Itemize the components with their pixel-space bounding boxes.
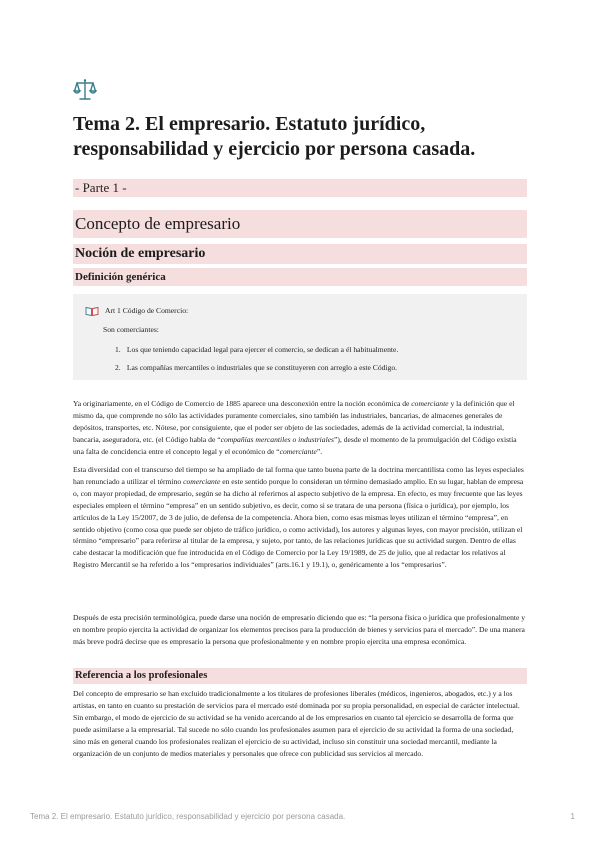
list-item: 1. Los que teniendo capacidad legal para ejercer el comercio, se dedican a él habitualmente.: [115, 345, 399, 354]
quote-box: [73, 294, 527, 380]
scales-icon: [73, 78, 97, 102]
list-item: 2. Las compañías mercantiles o industriales que se constituyeren con arreglo a este Código.: [115, 363, 398, 372]
paragraph-2: Esta diversidad con el transcurso del tiempo se ha ampliado de tal forma que tanto buena parte de la doctrina mercantilista como las leyes especiales han renunciado a utilizar el término comerciante en este sentido porque lo consideran un término demasiado amplio. En su lugar, hablan de empresa o, con mayor propiedad, de empresario, según se ha dicho al referirnos al aspecto subjetivo de la empresa. En efecto, es muy frecuente que las leyes especiales empleen el término “empresa” en un sentido subjetivo, es decir, como si se tratara de una persona (física o jurídica), por ejemplo, los artículos de la Ley 15/2007, de 3 de julio, de defensa de la competencia. Ahora bien, como esas mismas leyes utilizan el término “empresa”, en sentido objetivo (como cosa que puede ser objeto de tráfico jurídico, o como actividad), los autores y algunas leyes, con mayor precisión, utilizan el término “empresario” para referirse al titular de la empresa, y sujeto, por tanto, de las relaciones jurídicas que su actividad surgen. Dentro de ellas cabe destacar la modificación que fue introducida en el Código de Comercio por la Ley 19/1989, de 25 de julio, que al redactar los relativos al Registro Mercantil se ha referido a los “empresarios individuales” (arts.16.1 y 19.1), o, genéricamente a los “empresarios”.: [73, 465, 524, 570]
paragraph-3: Después de esta precisión terminológica, puede darse una noción de empresario diciendo que es: “la persona física o jurídica que profesionalmente y en nombre propio ejercita la actividad de organizar los elementos precisos para la producción de bienes y servicios para el mercado”. De una manera más breve podrá decirse que es empresario la persona que profesionalmente y en nombre propio ejercita una empresa económica.: [73, 613, 526, 646]
quote-source: Art 1 Código de Comercio:: [105, 306, 189, 315]
quote-intro: Son comerciantes:: [103, 325, 159, 334]
page-title: Tema 2. El empresario. Estatuto jurídico, responsabilidad y ejercicio por persona casada.: [73, 113, 476, 160]
page-footer: [30, 812, 575, 821]
quote-list: [115, 345, 515, 373]
paragraph-1: Ya originariamente, en el Código de Comercio de 1885 aparece una desconexión entre la noción económica de comerciante y la definición que el mismo da, que comprende no sólo las actividades puramente comerciales, sino también las industriales, bancarias, de almacenes generales de depósitos, transportes, etc. Nótese, por consiguiente, que el poder ser objeto de las sociedades, además de la actividad comercial, la industrial, bancaria, aseguradora, etc. (el Código habla de “compañías mercantiles o industriales”), desde el momento de la promulgación del Código existía una falta de concidencia entre el concepto legal y el económico de “comerciante”.: [73, 399, 517, 456]
heading-referencia: Referencia a los profesionales: [73, 668, 527, 684]
part-label: - Parte 1 -: [73, 179, 527, 197]
page-number: 1: [570, 812, 575, 821]
heading-definicion: Definición genérica: [73, 268, 527, 286]
heading-concepto: Concepto de empresario: [73, 210, 527, 238]
paragraph-4: Del concepto de empresario se han excluido tradicionalmente a los titulares de profesiones liberales (médicos, ingenieros, abogados, etc.) y a los artistas, en tanto en cuanto su prestación de servicios para el mercado esté dominada por su propia personalidad, en especial de carácter intelectual. Sin embargo, el modo de ejercicio de su actividad se ha venido acercando al de los empresarios en cuanto tal ejercicio se desarrolla de forma que puede asimilarse a la empresarial. Tal sucede no sólo cuando los profesionales asumen para el ejercicio de su actividad la forma de una sociedad, sino más en general cuando los profesionales realizan el ejercicio de su actividad, incluso sin constituir una sociedad mercantil, mediante la organización de un conjunto de medios materiales y personales que ofrece con publicidad sus servicios al mercado.: [73, 689, 520, 758]
heading-nocion: Noción de empresario: [73, 244, 527, 264]
footer-title: Tema 2. El empresario. Estatuto jurídico, responsabilidad y ejercicio por persona casada.: [30, 812, 346, 821]
book-icon: [85, 306, 99, 316]
